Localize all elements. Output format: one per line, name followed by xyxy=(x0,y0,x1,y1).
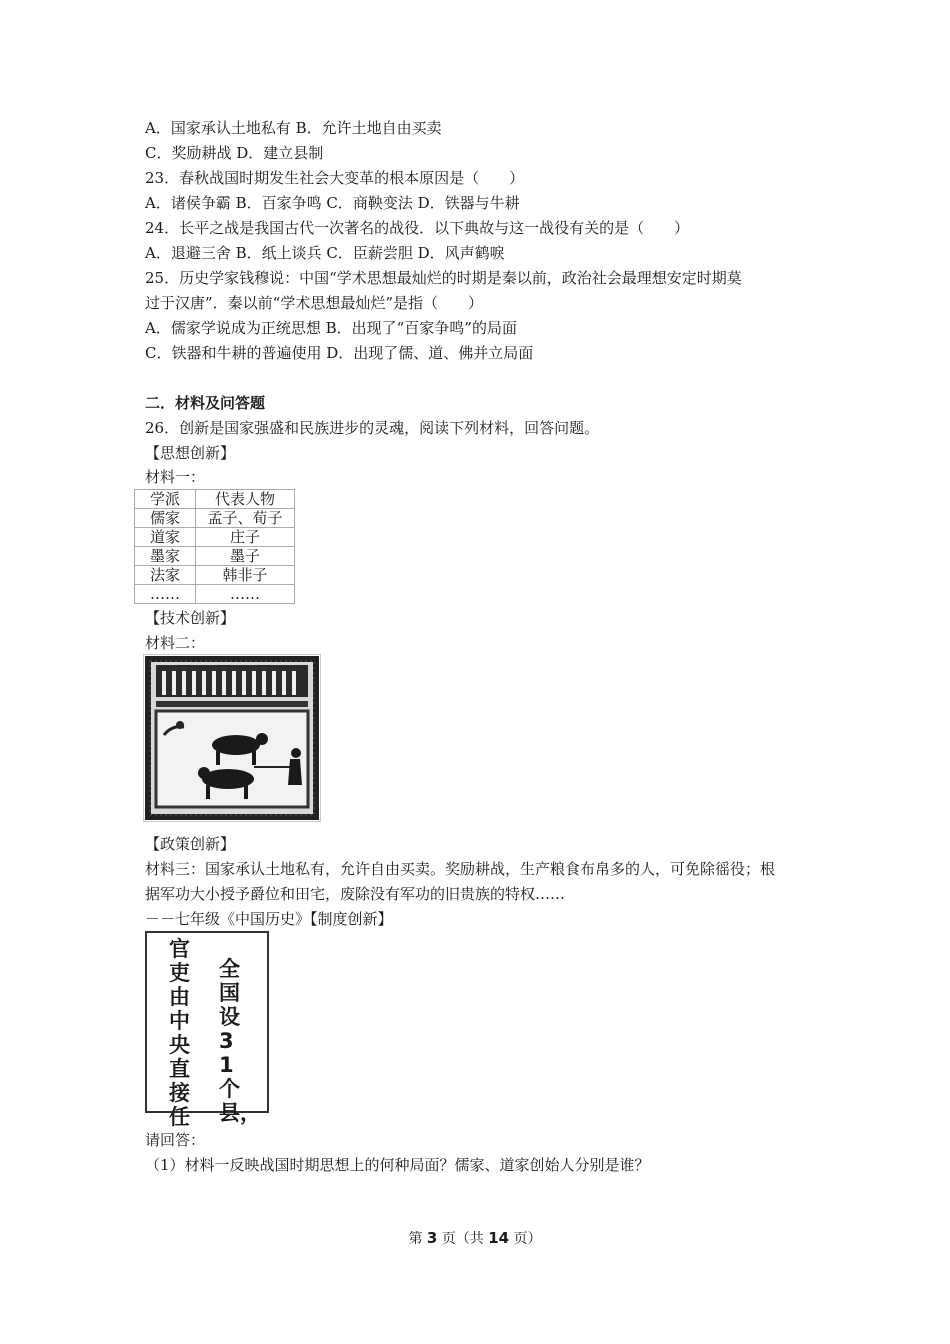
material1-label: 材料一： xyxy=(145,468,206,486)
option-line: C．奖励耕战 D．建立县制 xyxy=(145,144,324,162)
table-cell: 墨家 xyxy=(135,547,196,566)
table-row xyxy=(135,547,295,566)
ox-plowing-image xyxy=(143,654,321,822)
table-cell: …… xyxy=(135,585,196,604)
table-cell: 孟子、荀子 xyxy=(196,509,295,528)
county-frame xyxy=(145,931,269,1129)
page-total: 14 xyxy=(488,1229,510,1247)
table-cell: …… xyxy=(196,585,295,604)
table-cell: 儒家 xyxy=(135,509,196,528)
table-cell: 韩非子 xyxy=(196,566,295,585)
question-23: 23．春秋战国时期发生社会大变革的根本原因是（ ） xyxy=(145,169,525,187)
table-row xyxy=(135,585,295,604)
question-25: 25．历史学家钱穆说：中国“学术思想最灿烂的时期是秦以前，政治社会最理想安定时期莫 xyxy=(145,269,742,287)
source-line: －－七年级《中国历史》【制度创新】 xyxy=(145,910,393,928)
footer-pre: 第 xyxy=(408,1231,427,1247)
table-cell: 代表人物 xyxy=(196,490,295,509)
table-cell: 墨子 xyxy=(196,547,295,566)
table-row xyxy=(135,566,295,585)
question-26: 26．创新是国家强盛和民族进步的灵魂，阅读下列材料，回答问题。 xyxy=(145,419,600,437)
material3-text: 材料三：国家承认土地私有，允许自由买卖。奖励耕战，生产粮食布帛多的人，可免除徭役；根 xyxy=(145,860,776,878)
section-title: 二．材料及问答题 xyxy=(145,394,266,412)
county-text-right: 全国设31个县， xyxy=(219,957,261,1125)
option-line: C．铁器和牛耕的普遍使用 D．出现了儒、道、佛并立局面 xyxy=(145,344,534,362)
table-row xyxy=(135,509,295,528)
ox-plowing-rubbing xyxy=(144,655,320,821)
material3-text-cont: 据军功大小授予爵位和田宅，废除没有军功的旧贵族的特权…… xyxy=(145,885,566,903)
county-text-left: 官吏由中央直接任 xyxy=(169,937,190,1129)
policy-heading: 【政策创新】 xyxy=(145,835,236,853)
table-cell: 学派 xyxy=(135,490,196,509)
option-line: A．儒家学说成为正统思想 B．出现了“百家争鸣”的局面 xyxy=(145,319,517,337)
table-cell: 庄子 xyxy=(196,528,295,547)
footer-mid: 页（共 xyxy=(437,1231,489,1247)
thought-heading: 【思想创新】 xyxy=(145,444,236,462)
footer-post: 页） xyxy=(509,1231,542,1247)
option-line: A．退避三舍 B．纸上谈兵 C．臣薪尝胆 D．风声鹤唳 xyxy=(145,244,505,262)
page-number: 3 xyxy=(426,1229,438,1247)
question-24: 24．长平之战是我国古代一次著名的战役．以下典故与这一战役有关的是（ ） xyxy=(145,219,690,237)
sub-question-1: （1）材料一反映战国时期思想上的何种局面？儒家、道家创始人分别是谁？ xyxy=(145,1156,650,1174)
table-cell: 道家 xyxy=(135,528,196,547)
option-line: A．诸侯争霸 B．百家争鸣 C．商鞅变法 D．铁器与牛耕 xyxy=(145,194,520,212)
material2-label: 材料二： xyxy=(145,634,206,652)
option-line: A．国家承认土地私有 B．允许土地自由买卖 xyxy=(145,119,442,137)
page-footer xyxy=(0,1228,950,1248)
tech-heading: 【技术创新】 xyxy=(145,609,236,627)
table-header-row xyxy=(135,490,295,509)
table-cell: 法家 xyxy=(135,566,196,585)
question-25-cont: 过于汉唐”．秦以前“学术思想最灿烂”是指（ ） xyxy=(145,294,484,312)
county-system-image xyxy=(143,929,269,1129)
table-row xyxy=(135,528,295,547)
schools-table xyxy=(134,489,295,604)
answer-prompt: 请回答： xyxy=(145,1131,206,1149)
